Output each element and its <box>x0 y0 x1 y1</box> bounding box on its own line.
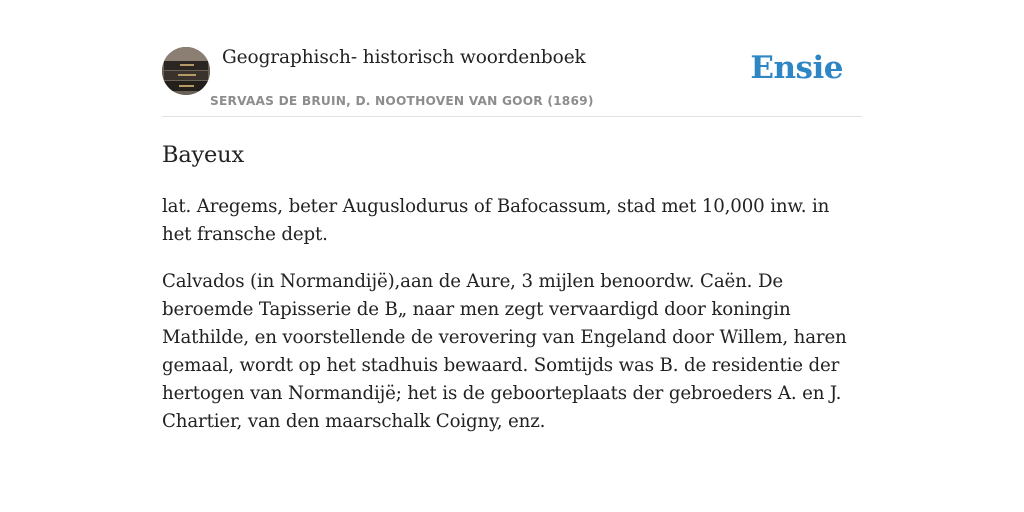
book-cover-icon[interactable] <box>162 47 210 95</box>
dictionary-header <box>162 44 862 117</box>
entry-paragraph: Calvados (in Normandijë),aan de Aure, 3 mijlen benoordw. Caën. De beroemde Tapisserie de B„ naar men zegt vervaardigd door koningin Mathilde, en voorstellende de verovering van Engeland door Willem, haren gemaal, wordt op het stadhuis bewaard. Somtijds was B. de residentie der hertogen van Normandijë; het is de geboorteplaats der gebroeders A. en J. Chartier, van den maarschalk Coigny, enz. <box>162 271 847 432</box>
entry-content <box>162 140 862 455</box>
book-title-link[interactable]: Geographisch- historisch woordenboek <box>222 47 586 68</box>
entry-title: Bayeux <box>162 142 244 168</box>
entry-paragraph: lat. Aregems, beter Auguslodurus of Bafocassum, stad met 10,000 inw. in het fransche dept. <box>162 196 830 245</box>
book-authors: SERVAAS DE BRUIN, D. NOOTHOVEN VAN GOOR (1869) <box>210 94 594 108</box>
ensie-logo[interactable]: Ensie <box>750 50 843 86</box>
